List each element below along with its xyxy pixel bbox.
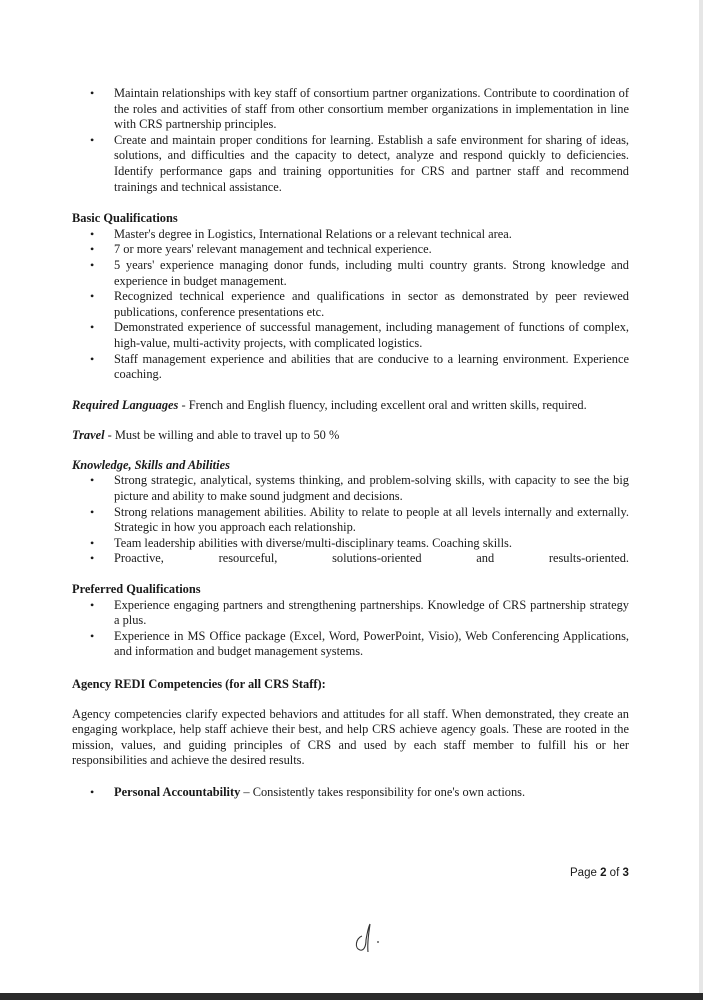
bullet-text: 7 or more years' relevant management and technical experience.: [114, 242, 432, 257]
bullet-icon: •: [90, 628, 95, 643]
basic-qualifications-heading: Basic Qualifications: [72, 211, 178, 226]
travel: [72, 428, 629, 444]
page-number: [570, 867, 629, 879]
bullet-text: Maintain relationships with key staff of consortium partner organizations. Contribute to coordination of the roles and activities of staff from other consortium member organizations in implementation in line with CRS partnership principles.: [114, 86, 629, 132]
spacer: [72, 383, 629, 398]
bullet-text: Team leadership abilities with diverse/multi-disciplinary teams. Coaching skills.: [114, 535, 512, 550]
redi-heading: Agency REDI Competencies (for all CRS Staff):: [72, 677, 326, 691]
list-item: [72, 133, 629, 195]
total-pages: 3: [622, 867, 629, 879]
bullet-text: Strong strategic, analytical, systems thinking, and problem-solving skills, with capacity to see the big picture and ability to make sound judgment and decisions.: [114, 473, 629, 504]
scan-edge: [699, 0, 703, 1000]
travel-label: Travel: [72, 428, 105, 443]
spacer: [72, 769, 629, 777]
list-item: [72, 289, 629, 320]
intro-bullet-list: [72, 86, 629, 195]
bullet-icon: •: [90, 784, 95, 799]
competency-label: Personal Accountability: [114, 784, 241, 799]
bullet-text: Experience engaging partners and strengthening partnerships. Knowledge of CRS partnership strategy a plus.: [114, 597, 629, 628]
bullet-icon: •: [90, 504, 95, 519]
ksa-heading: Knowledge, Skills and Abilities: [72, 457, 230, 472]
list-item: [72, 227, 629, 243]
bullet-icon: •: [90, 132, 95, 147]
list-item: [72, 536, 629, 552]
travel-text: - Must be willing and able to travel up to 50 %: [104, 428, 340, 443]
bullet-text: Master's degree in Logistics, International Relations or a relevant technical area.: [114, 226, 512, 241]
required-languages: [72, 398, 629, 414]
bullet-text: Staff management experience and abilities that are conducive to a learning environment. Experience coaching.: [114, 351, 629, 382]
basic-qualifications-list: [72, 227, 629, 383]
initials-signature: [348, 922, 388, 956]
redi-competency-list: [72, 785, 629, 801]
spacer: [72, 413, 629, 428]
bullet-icon: •: [90, 351, 95, 366]
preferred-qualifications-list: [72, 598, 629, 660]
list-item: [72, 86, 629, 133]
bullet-icon: •: [90, 320, 95, 335]
bullet-icon: •: [90, 257, 95, 272]
bullet-icon: •: [90, 535, 95, 550]
bullet-icon: •: [90, 226, 95, 241]
redi-paragraph: Agency competencies clarify expected behaviors and attitudes for all staff. When demonstrated, they create an engaging workplace, help staff achieve their best, and help CRS achieve agency goals. These are rooted in the mission, values, and guiding principles of CRS and used by each staff member to fulfill his or her responsibilities and achieve the desired results.: [72, 706, 629, 768]
list-item: [72, 320, 629, 351]
bullet-text: Experience in MS Office package (Excel, Word, PowerPoint, Visio), Web Conferencing Applications, and information and budget management systems.: [114, 628, 629, 659]
bullet-text: Proactive, resourceful, solutions-oriented and results-oriented.: [114, 551, 629, 566]
list-item: [72, 242, 629, 258]
bullet-text: Strong relations management abilities. Ability to relate to people at all levels internally and externally. Strategic in how you approach each relationship.: [114, 504, 629, 535]
list-item: [72, 258, 629, 289]
list-item: [72, 598, 629, 629]
bullet-icon: •: [90, 597, 95, 612]
scan-bottom-edge: [0, 993, 703, 1000]
spacer: [72, 693, 629, 701]
of-word: of: [609, 867, 620, 879]
list-item: [72, 785, 629, 801]
bullet-text: Create and maintain proper conditions for learning. Establish a safe environment for sharing of ideas, solutions, and difficulties and the capacity to detect, analyze and respond quickly to deficiencies. Identify performance gaps and training opportunities for CRS and partner staff and recommend trainings and technical assistance.: [114, 132, 629, 194]
bullet-text: Recognized technical experience and qualifications in sector as demonstrated by peer reviewed publications, conference presentations etc.: [114, 289, 629, 319]
list-item: [72, 505, 629, 536]
required-languages-label: Required Languages: [72, 397, 179, 412]
page-content: [72, 86, 629, 801]
current-page: 2: [600, 867, 607, 879]
bullet-text: Demonstrated experience of successful management, including management of functions of complex, high-value, multi-activity projects, with complicated logistics.: [114, 320, 629, 350]
bullet-icon: •: [90, 86, 95, 100]
bullet-icon: •: [90, 551, 95, 566]
preferred-qualifications-heading: Preferred Qualifications: [72, 582, 201, 597]
bullet-icon: •: [90, 473, 95, 488]
list-item: [72, 473, 629, 504]
bullet-icon: •: [90, 289, 95, 304]
competency-text: – Consistently takes responsibility for one's own actions.: [240, 784, 526, 799]
ksa-list: [72, 473, 629, 567]
list-item: [72, 352, 629, 383]
bullet-icon: •: [90, 242, 95, 257]
page-word: Page: [570, 867, 597, 879]
bullet-text: 5 years' experience managing donor funds, including multi country grants. Strong knowledge and experience in budget management.: [114, 257, 629, 288]
list-item: [72, 551, 629, 567]
list-item: [72, 629, 629, 660]
required-languages-text: - French and English fluency, including excellent oral and written skills, required.: [178, 397, 587, 412]
